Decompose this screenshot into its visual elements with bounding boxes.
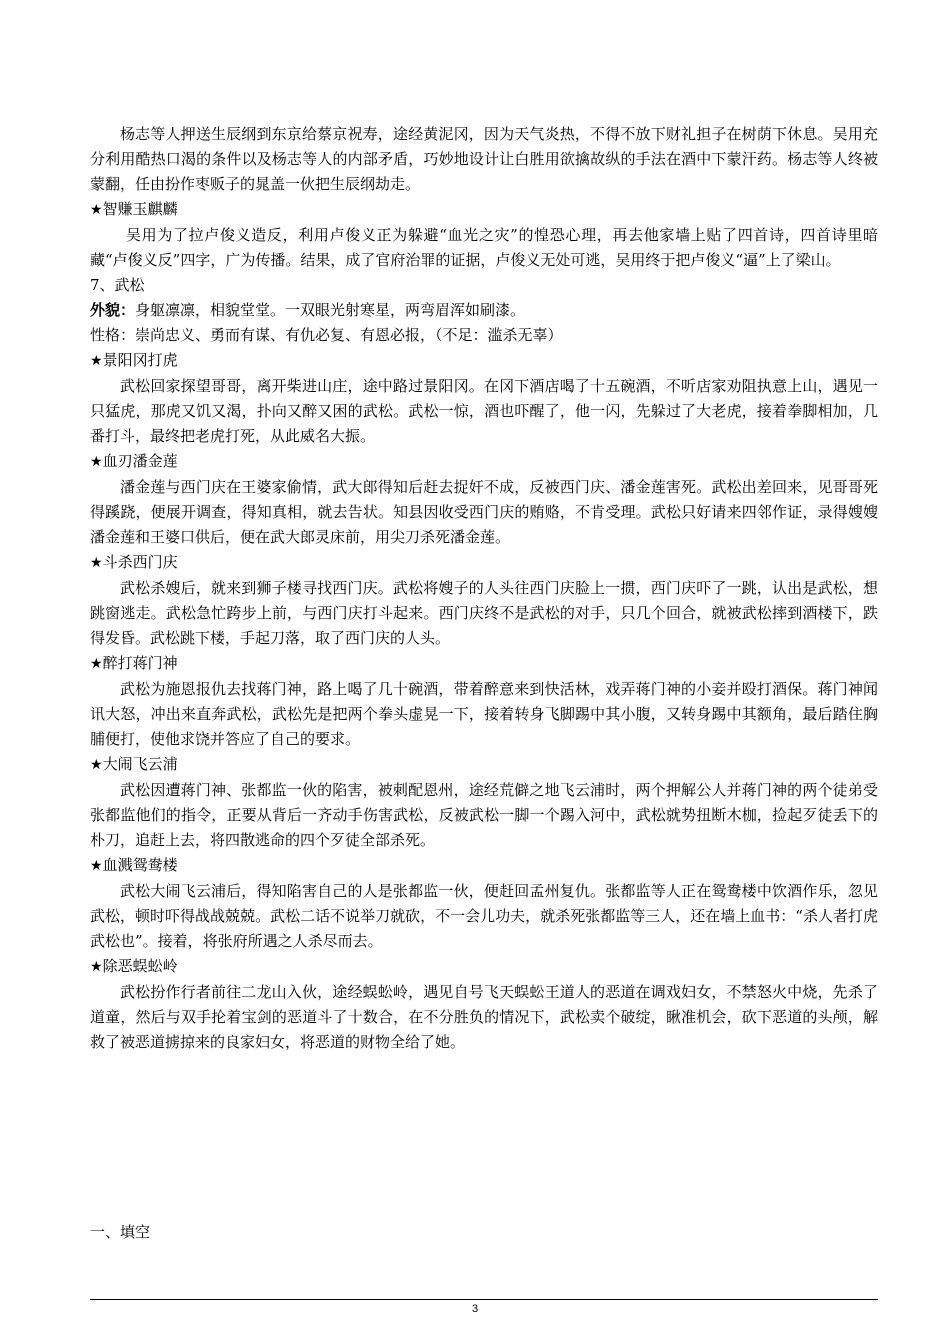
paragraph-wugongling: 武松扮作行者前往二龙山入伙，途经蜈蚣岭，遇见自号飞天蜈蚣王道人的恶道在调戏妇女，不禁怒火中烧，先杀了道童，然后与双手抡着宝剑的恶道斗了十数合，在不分胜负的情况下，武松卖个破绽，瞅准机会，砍下恶道的头颅，解救了被恶道掳掠来的良家妇女，将恶道的财物全给了她。 (90, 983, 878, 1051)
paragraph-jiangmenshen: 武松为施恩报仇去找蒋门神，路上喝了几十碗酒，带着醉意来到快活林，戏弄蒋门神的小妾并殴打酒保。蒋门神闻讯大怒，冲出来直奔武松，武松先是把两个拳头虚晃一下，接着转身飞脚踢中其小腹，又转身踢中其额角，最后踏住胸脯便打，使他求饶并答应了自己的要求。 (90, 680, 878, 748)
appearance-label: 外貌： (90, 301, 136, 319)
star-icon: ★ (90, 454, 103, 470)
paragraph-ximenqing: 武松杀嫂后，就来到狮子楼寻找西门庆。武松将嫂子的人头往西门庆脸上一掼，西门庆吓了一跳，认出是武松，想跳窗逃走。武松急忙跨步上前，与西门庆打斗起来。西门庆终不是武松的对手，只几个回合，就被武松摔到酒楼下，跌得发昏。武松跳下楼，手起刀落，取了西门庆的人头。 (90, 579, 878, 647)
heading-text: 醉打蒋门神 (102, 654, 178, 672)
paragraph-feiyunpu: 武松因遭蒋门神、张都监一伙的陷害，被刺配恩州，途经荒僻之地飞云浦时，两个押解公人并蒋门神的两个徒弟受张都监他们的指令，正要从背后一齐动手伤害武松，反被武松一脚一个踢入河中，武松就势扭断木枷，捡起歹徒丢下的朴刀，追赶上去，将四散逃命的四个歹徒全部杀死。 (90, 781, 878, 849)
paragraph-panjinlian: 潘金莲与西门庆在王婆家偷情，武大郎得知后赶去捉奸不成，反被西门庆、潘金莲害死。武松出差回来，见哥哥死得蹊跷，便展开调查，得知真相，就去告状。知县因收受西门庆的贿赂，不肯受理。武松只好请来四邻作证，录得嫂嫂潘金莲和王婆口供后，便在武大郎灵床前，用尖刀杀死潘金莲。 (90, 478, 878, 546)
star-icon: ★ (90, 353, 103, 369)
star-icon: ★ (90, 555, 103, 571)
footer-divider (90, 1299, 878, 1300)
star-icon: ★ (90, 959, 103, 975)
heading-text: 除恶蜈蚣岭 (102, 957, 178, 975)
heading-yuanyanglou (90, 853, 878, 879)
heading-ximenqing (90, 550, 878, 576)
paragraph-yuanyanglou: 武松大闹飞云浦后，得知陷害自己的人是张都监一伙，便赶回孟州复仇。张都监等人正在鸳鸯楼中饮酒作乐，忽见武松，顿时吓得战战兢兢。武松二话不说举刀就砍，不一会儿功夫，就杀死张都监等三人，还在墙上血书：“杀人者打虎武松也”。接着，将张府所遇之人杀尽而去。 (90, 882, 878, 950)
heading-text: 斗杀西门庆 (102, 553, 178, 571)
star-icon: ★ (90, 757, 103, 773)
heading-zhizhuan-yuqilin (90, 197, 878, 223)
paragraph-lu-junyi: 吴用为了拉卢俊义造反，利用卢俊义正为躲避“血光之灾”的惶恐心理，再去他家墙上贴了四首诗，四首诗里暗藏“卢俊义反”四字，广为传播。结果，成了官府治罪的证据，卢俊义无处可逃，吴用终于把卢俊义“逼”上了梁山。 (90, 226, 878, 269)
appearance-line (90, 298, 878, 323)
heading-text: 智赚玉麒麟 (102, 200, 178, 218)
star-icon: ★ (90, 202, 103, 218)
document-body (90, 122, 878, 1055)
appearance-text: 身躯凛凛，相貌堂堂。一双眼光射寒星，两弯眉浑如刷漆。 (135, 301, 526, 319)
personality-line: 性格：崇尚忠义、勇而有谋、有仇必复、有恩必报，（不足：滥杀无辜） (90, 326, 563, 344)
heading-text: 血溅鸳鸯楼 (102, 856, 178, 874)
heading-wugongling (90, 954, 878, 980)
section-fill-blank: 一、填空 (90, 1223, 151, 1241)
paragraph-jingyanggang: 武松回家探望哥哥，离开柴进山庄，途中路过景阳冈。在冈下酒店喝了十五碗酒，不听店家劝阻执意上山，遇见一只猛虎，那虎又饥又渴，扑向又醉又困的武松。武松一惊，酒也吓醒了，他一闪，先躲过了大老虎，接着拳脚相加，几番打斗，最终把老虎打死，从此威名大振。 (90, 377, 878, 445)
star-icon: ★ (90, 858, 103, 874)
heading-text: 景阳冈打虎 (102, 351, 178, 369)
heading-text: 血刃潘金莲 (102, 452, 178, 470)
heading-panjinlian (90, 449, 878, 475)
heading-text: 大闹飞云浦 (102, 755, 178, 773)
heading-jingyanggang (90, 348, 878, 374)
star-icon: ★ (90, 656, 103, 672)
heading-feiyunpu (90, 752, 878, 778)
section-title-wusong: 7、武松 (90, 276, 145, 294)
heading-jiangmenshen (90, 651, 878, 677)
paragraph-shengchengang: 杨志等人押送生辰纲到东京给蔡京祝寿，途经黄泥冈，因为天气炎热，不得不放下财礼担子在树荫下休息。吴用充分利用酷热口渴的条件以及杨志等人的内部矛盾，巧妙地设计让白胜用欲擒故纵的手法在酒中下蒙汗药。杨志等人终被蒙翻，任由扮作枣贩子的晁盖一伙把生辰纲劫走。 (90, 125, 878, 193)
page-number: 3 (471, 1303, 479, 1315)
